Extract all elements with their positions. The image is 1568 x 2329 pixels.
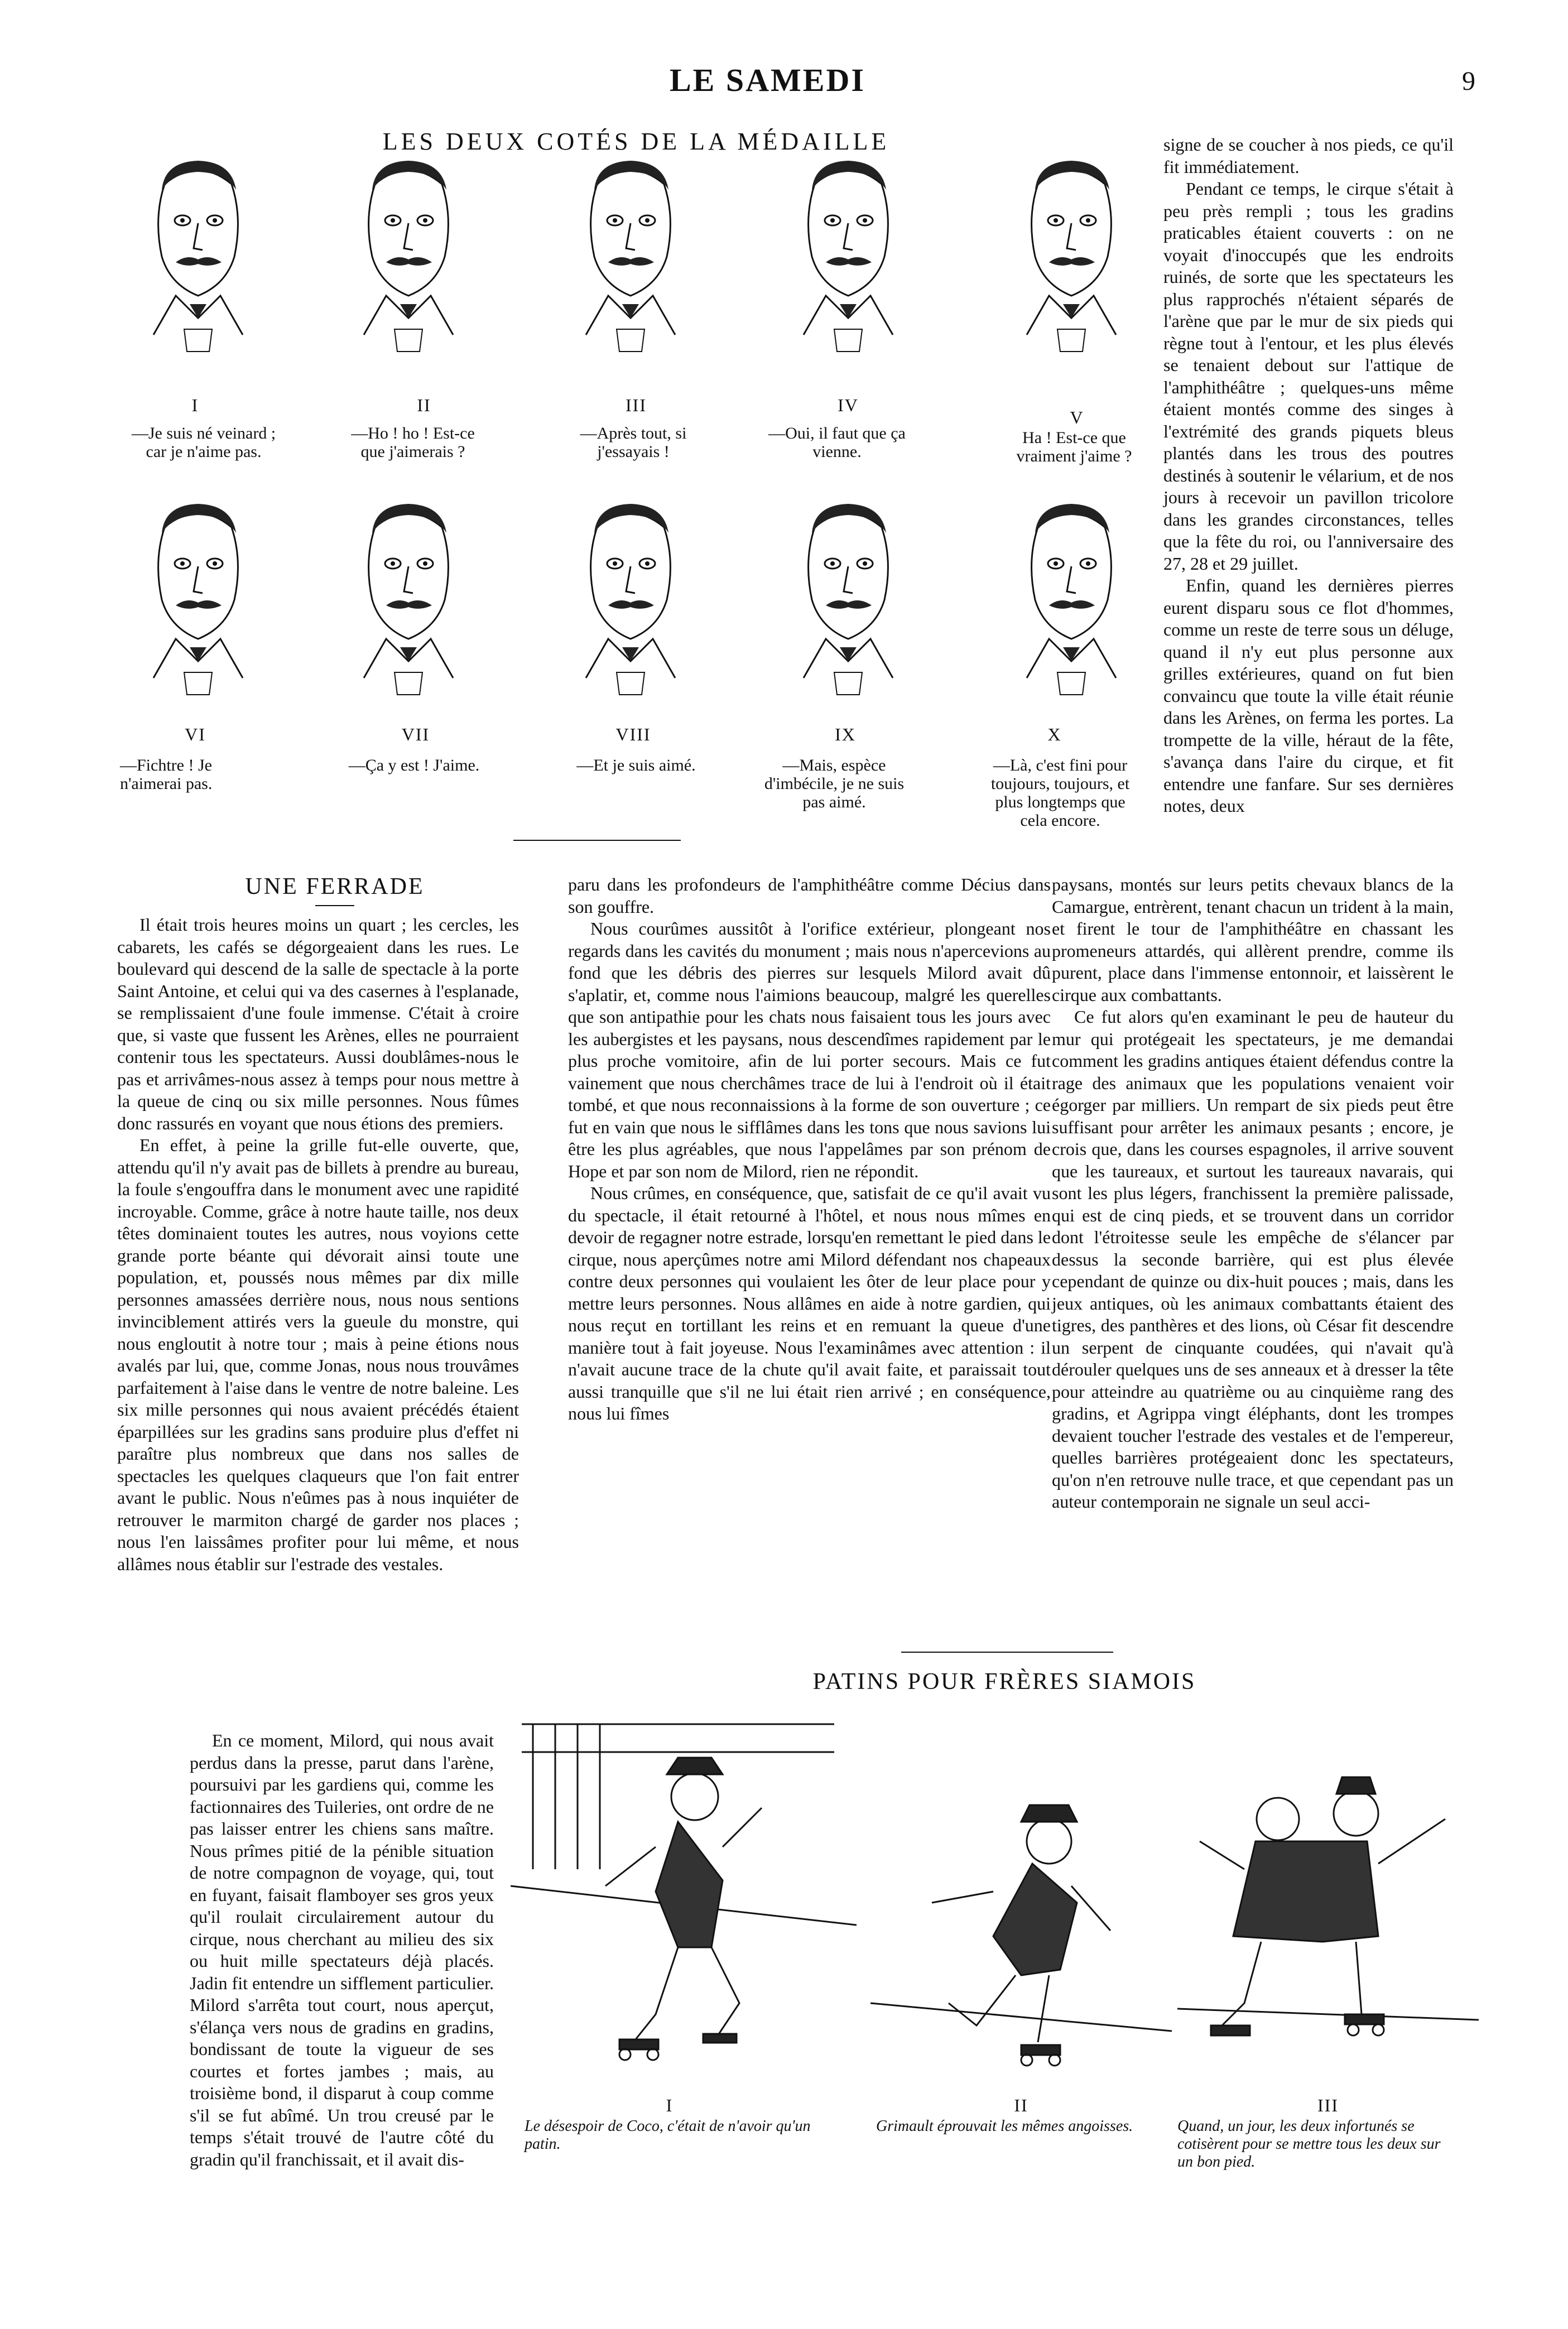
portrait-3 (564, 151, 698, 360)
caption-5: Ha ! Est-ce que vraiment j'aime ? (1016, 429, 1132, 465)
paragraph: Enfin, quand les dernières pierres eurent disparu sous ce flot d'hommes, comme un reste de terre sous un déluge, quand il n'y eut plus personne aux grilles extérieures, quand on fut bien convaincu que toute la ville était réunie dans les Arènes, on ferma les portes. La trompette de la ville, héraut de la fête, s'avança dans l'aire du cirque, et fit entendre une fanfare. Sur ses dernières notes, deux (1163, 575, 1454, 816)
section-divider (513, 840, 681, 841)
portrait-4 (781, 151, 915, 360)
caption-1: —Je suis né veinard ; car je n'aime pas. (131, 424, 276, 461)
caption-2: —Ho ! ho ! Est-ce que j'aimerais ? (351, 424, 475, 461)
numeral-8: VIII (615, 724, 651, 744)
panel-numeral-1: I (666, 2095, 674, 2115)
panel-caption-2: Grimault éprouvait les mêmes angoisses. (876, 2118, 1133, 2135)
medaille-title: LES DEUX COTÉS DE LA MÉDAILLE (382, 128, 890, 155)
article-column-3-top (1163, 134, 1454, 817)
paragraph: En ce moment, Milord, qui nous avait perdus dans la presse, parut dans l'arène, poursuivi par les gardiens qui, comme les factionnaires des Tuileries, ont ordre de ne pas laisser entrer les chiens sans maître. Nous prîmes pitié de la pénible situation de notre compagnon de voyage, qui, tout en fuyant, faisait flamboyer ses gros yeux qu'il roulait circulairement autour du cirque, nous cherchant au milieu des six ou huit mille spectateurs déjà placés. Jadin fit entendre un sifflement particulier. Milord s'arrêta tout court, nous aperçut, s'élança vers nous de gradins en gradins, bondissant de toute la vigueur de ses courtes et fortes jambes ; mais, au troisième bond, il disparut à coup comme s'il se fut abîmé. Un trou creusé par le temps s'était trouvé de l'autre côté du gradin qu'il franchissait, et il avait dis- (190, 1730, 494, 2169)
portrait-2 (342, 151, 475, 360)
numeral-2: II (417, 395, 431, 415)
article-column-1 (117, 914, 519, 1575)
caption-8: —Et je suis aimé. (576, 756, 696, 774)
paragraph: Nous crûmes, en conséquence, que, satisfait de ce qu'il avait vu du spectacle, il était retourné à l'hôtel, et nous nous mîmes en devoir de regagner notre estrade, lorsqu'en remettant le pied dans le cirque, nous aperçûmes notre ami Milord défendant nos chapeaux contre deux personnes qui voulaient les ôter de leur place pour y mettre leurs personnes. Nous allâmes en aide à notre gardien, qui nous reçut en tortillant les reins et en remuant la queue d'une manière tout à fait joyeuse. Nous l'examinâmes avec attention : il n'avait aucune trace de la chute qu'il avait faite, et paraissait tout aussi tranquille que s'il ne lui était rien arrivé ; en conséquence, nous lui fîmes (568, 1183, 1051, 1423)
numeral-5: V (1070, 407, 1084, 427)
panel-caption-1: Le désespoir de Coco, c'était de n'avoir qu'un patin. (525, 2118, 811, 2153)
caption-6: —Fichtre ! Je n'aimerai pas. (120, 756, 213, 793)
skater-illustration-1 (511, 1702, 857, 2106)
ferrade-title: UNE FERRADE (245, 874, 425, 899)
panel-caption-3: Quand, un jour, les deux infortunés se cotisèrent pour se mettre tous les deux sur un bon pied. (1177, 2118, 1441, 2171)
caption-4: —Oui, il faut que ça vienne. (768, 424, 906, 461)
portrait-8 (564, 494, 698, 703)
paragraph: paysans, montés sur leurs petits chevaux blancs de la Camargue, entrèrent, tenant chacun un trident à la main, et firent le tour de l'amphithéâtre en chassant les promeneurs attardés, qui allèrent prendre, comme ils purent, place dans l'immense entonnoir, et laissèrent le cirque aux combattants. (1052, 874, 1454, 1005)
portrait-10 (1004, 494, 1138, 703)
paragraph: En effet, à peine la grille fut-elle ouverte, que, attendu qu'il n'y avait pas de billets à prendre au bureau, la foule s'engouffra dans le monument avec une rapidité incroyable. Comme, grâce à notre haute taille, nos deux têtes dominaient toutes les autres, nous voyions cette grande porte béante qui dévorait ainsi toute une population, et, poussés nous mêmes par dix mille personnes amassées derrière nous, nous nous sentions invinciblement attirés vers la gueule du monstre, qui nous engloutit à notre tour ; mais à peine étions nous avalés par lui, que, comme Jonas, nous nous trouvâmes parfaitement à l'aise dans le ventre de notre baleine. Les six mille personnes qui nous avaient précédés étaient éparpillées sur les gradins sans produire plus d'effet ni paraître plus nombreux que dans nos salles de spectacles les quelques claqueurs que l'on fait entrer avant le public. Nous n'eûmes pas à nous inquiéter de retrouver le marmiton chargé de garder nos places ; nous l'en laissâmes profiter pour lui même, et nous allâmes nous établir sur l'estrade des vestales. (117, 1135, 519, 1574)
numeral-4: IV (838, 395, 859, 415)
article-column-1-continued (190, 1730, 494, 2171)
skater-illustration-3 (1177, 1758, 1479, 2112)
paragraph: Ce fut alors qu'en examinant le peu de hauteur du mur qui protégeait les spectateurs, je me demandai comment les gradins antiques étaient défendus contre la rage des animaux que les populations venaient voir égorger par milliers. Un rempart de six pieds peut être suffisant pour arrêter les animaux pesants ; encore, je crois que, dans les courses espagnoles, il arrive souvent que les taureaux, et surtout les taureaux navarais, qui sont les plus légers, franchissent la première palissade, qui est de cinq pieds, et se trouvent dans un corridor dont l'étroitesse seule les empêche de s'élancer par dessus la seconde barrière, qui est plus élevée cependant de quinze ou dix-huit pouces ; mais, dans les jeux antiques, où les animaux combattants étaient des tigres, des panthères et des lions, où César fit descendre un serpent de cinquante coudées, qui n'avait qu'à dérouler quelques uns de ses anneaux et à dresser la tête pour atteindre au quatrième ou au cinquième rang des gradins, et Agrippa vingt éléphants, dont les trompes devaient toucher l'estrade des vestales et de l'empereur, quelles barrières protégeaient donc les spectateurs, qu'on n'en retrouve nulle trace, et que cependant pas un auteur contemporain ne signale un seul acci- (1052, 1007, 1454, 1512)
caption-10: —Là, c'est fini pour toujours, toujours, et plus longtemps que cela encore. (990, 756, 1130, 830)
article-column-2 (568, 874, 1051, 1425)
numeral-6: VI (185, 724, 206, 744)
title-underline (315, 905, 354, 906)
portrait-9 (781, 494, 915, 703)
caption-9: —Mais, espèce d'imbécile, je ne suis pas aimé. (764, 756, 905, 811)
portrait-7 (342, 494, 475, 703)
patins-divider (901, 1652, 1113, 1653)
portrait-5 (1004, 151, 1138, 360)
numeral-3: III (626, 395, 647, 415)
caption-7: —Ça y est ! J'aime. (348, 756, 480, 774)
caption-3: —Après tout, si j'essayais ! (580, 424, 687, 461)
numeral-1: I (191, 395, 199, 415)
numeral-7: VII (401, 724, 430, 744)
panel-numeral-3: III (1317, 2095, 1339, 2115)
patins-title: PATINS POUR FRÈRES SIAMOIS (812, 1669, 1196, 1695)
paragraph: paru dans les profondeurs de l'amphithéâtre comme Décius dans son gouffre. (568, 874, 1051, 917)
skater-illustration-2 (870, 1791, 1172, 2106)
masthead: LE SAMEDI (670, 62, 865, 98)
numeral-10: X (1047, 724, 1062, 744)
paragraph: Il était trois heures moins un quart ; les cercles, les cabarets, les cafés se dégorgeaient dans les rues. Le boulevard qui descend de la salle de spectacle à la porte Saint Antoine, et celui qui va des casernes à l'esplanade, se remplissaient d'une foule immense. C'était à croire que, si vaste que fussent les Arènes, elles ne pourraient contenir tous les spectateurs. Aussi doublâmes-nous le pas et arrivâmes-nous assez à temps pour nous mettre à la queue de cinq ou six mille personnes. Nous fûmes donc rassurés en voyant que nous étions des premiers. (117, 915, 519, 1133)
portrait-6 (131, 494, 265, 703)
article-column-3 (1052, 874, 1454, 1513)
numeral-9: IX (835, 724, 856, 744)
paragraph: signe de se coucher à nos pieds, ce qu'il fit immédiatement. (1163, 134, 1454, 177)
portrait-1 (131, 151, 265, 360)
page-number: 9 (1462, 66, 1475, 96)
paragraph: Nous courûmes aussitôt à l'orifice extérieur, plongeant nos regards dans les cavités du monument ; mais nous n'apercevions au fond que les débris des pierres sur lesquels Milord avait dû s'aplatir, et, comme nous l'aimions beaucoup, malgré les querelles que son antipathie pour les chats nous faisaient tous les jours avec les aubergistes et les paysans, nous descendîmes rapidement par le plus proche vomitoire, afin de lui porter secours. Mais ce fut vainement que nous cherchâmes trace de lui à l'endroit où il était tombé, et que nous reconnaissions à la forme de son ouverture ; ce fut en vain que nous le sifflâmes dans les tons que nous savions lui être les plus agréables, que nous l'appelâmes par son prénom de Hope et par son nom de Milord, rien ne répondit. (568, 918, 1051, 1181)
panel-numeral-2: II (1014, 2095, 1028, 2115)
paragraph: Pendant ce temps, le cirque s'était à peu près rempli ; tous les gradins praticables étaient couverts : on ne voyait d'inoccupés que les endroits ruinés, de sorte que les spectateurs les plus rapprochés n'étaient séparés de l'arène que par le mur de six pieds qui règne tout à l'entour, et les plus élevés se tenaient debout sur l'attique de l'amphithéâtre ; quelques-uns même étaient montés comme des singes à l'extrémité des grands piquets bleus plantés dans les trous des poutres destinés à soutenir le vélarium, et de nos jours à recevoir un pavillon tricolore dans les grandes circonstances, telles que la fête du roi, ou l'anniversaire des 27, 28 et 29 juillet. (1163, 179, 1454, 574)
